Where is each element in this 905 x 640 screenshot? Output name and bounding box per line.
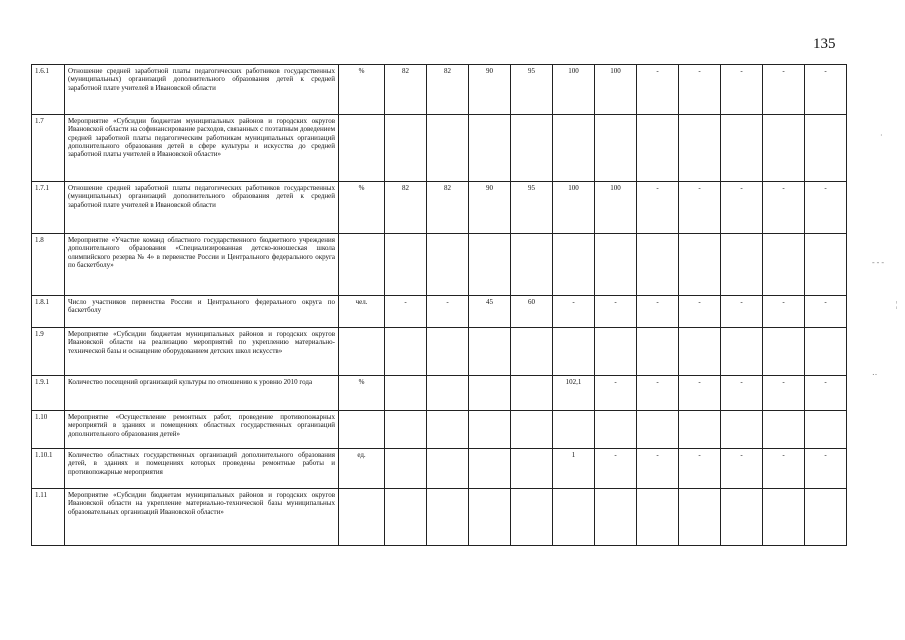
value-cell bbox=[553, 328, 595, 376]
value-cell bbox=[385, 376, 427, 411]
value-cell: - bbox=[637, 65, 679, 115]
value-cell bbox=[511, 234, 553, 296]
indicators-table bbox=[31, 64, 847, 546]
value-cell bbox=[385, 328, 427, 376]
value-cell: - bbox=[679, 376, 721, 411]
value-cell: - bbox=[637, 182, 679, 234]
table-row bbox=[32, 411, 847, 449]
value-cell bbox=[805, 489, 847, 546]
value-cell bbox=[385, 234, 427, 296]
value-cell bbox=[427, 234, 469, 296]
value-cell bbox=[553, 489, 595, 546]
value-cell bbox=[511, 376, 553, 411]
row-unit bbox=[339, 411, 385, 449]
value-cell: - bbox=[595, 449, 637, 489]
row-description: Мероприятие «Субсидии бюджетам муниципальных районов и городских округов Ивановской области на укрепление материально-технической базы муниципальных образовательных организаций Ивановской области» bbox=[65, 489, 339, 546]
value-cell bbox=[679, 411, 721, 449]
scan-artifact: - - - bbox=[872, 258, 884, 267]
value-cell: 82 bbox=[385, 65, 427, 115]
value-cell: - bbox=[721, 182, 763, 234]
value-cell bbox=[595, 328, 637, 376]
row-description: Количество посещений организаций культуры по отношению к уровню 2010 года bbox=[65, 376, 339, 411]
value-cell bbox=[595, 234, 637, 296]
scan-artifact: ‥ bbox=[872, 368, 878, 377]
value-cell: - bbox=[721, 65, 763, 115]
row-unit: % bbox=[339, 182, 385, 234]
value-cell bbox=[637, 411, 679, 449]
value-cell: - bbox=[637, 376, 679, 411]
value-cell: 1 bbox=[553, 449, 595, 489]
value-cell bbox=[427, 115, 469, 182]
value-cell bbox=[637, 489, 679, 546]
value-cell bbox=[721, 328, 763, 376]
value-cell bbox=[679, 328, 721, 376]
value-cell: - bbox=[637, 296, 679, 328]
scan-artifact: · bbox=[880, 131, 883, 140]
value-cell bbox=[721, 411, 763, 449]
value-cell: - bbox=[805, 376, 847, 411]
row-description: Отношение средней заработной платы педагогических работников государственных (муниципальных) организаций дополнительного образования детей к средней заработной плате учителей в Ивановской области bbox=[65, 65, 339, 115]
value-cell bbox=[805, 328, 847, 376]
scan-artifact: ¦ bbox=[896, 300, 898, 309]
row-code: 1.8 bbox=[32, 234, 65, 296]
value-cell: 82 bbox=[385, 182, 427, 234]
value-cell bbox=[721, 489, 763, 546]
row-code: 1.10.1 bbox=[32, 449, 65, 489]
value-cell bbox=[385, 489, 427, 546]
row-description: Мероприятие «Участие команд областного государственного бюджетного учреждения дополнительного образования «Специализированная детско-юношеская школа олимпийского резерва № 4» в первенстве России и Центрального федерального округа по баскетболу» bbox=[65, 234, 339, 296]
row-unit: чел. bbox=[339, 296, 385, 328]
value-cell: - bbox=[805, 182, 847, 234]
row-code: 1.8.1 bbox=[32, 296, 65, 328]
value-cell: - bbox=[763, 65, 805, 115]
row-description: Мероприятие «Осуществление ремонтных работ, проведение противопожарных мероприятий в зданиях и помещениях областных государственных организаций дополнительного образования детей» bbox=[65, 411, 339, 449]
value-cell bbox=[763, 234, 805, 296]
value-cell bbox=[637, 328, 679, 376]
value-cell bbox=[595, 489, 637, 546]
value-cell bbox=[805, 234, 847, 296]
row-description: Количество областных государственных организаций дополнительного образования детей, в зданиях и помещениях которых проведены ремонтные работы и противопожарные мероприятия bbox=[65, 449, 339, 489]
value-cell: - bbox=[595, 296, 637, 328]
value-cell: - bbox=[553, 296, 595, 328]
value-cell bbox=[763, 328, 805, 376]
table-row bbox=[32, 234, 847, 296]
value-cell: - bbox=[721, 449, 763, 489]
value-cell bbox=[679, 115, 721, 182]
value-cell bbox=[427, 328, 469, 376]
value-cell bbox=[637, 234, 679, 296]
value-cell bbox=[385, 449, 427, 489]
value-cell: 100 bbox=[553, 182, 595, 234]
value-cell bbox=[511, 328, 553, 376]
value-cell bbox=[805, 411, 847, 449]
value-cell bbox=[427, 489, 469, 546]
value-cell: 82 bbox=[427, 65, 469, 115]
value-cell: - bbox=[637, 449, 679, 489]
value-cell bbox=[427, 449, 469, 489]
value-cell: - bbox=[763, 182, 805, 234]
value-cell: - bbox=[763, 296, 805, 328]
value-cell bbox=[679, 234, 721, 296]
row-description: Мероприятие «Субсидии бюджетам муниципальных районов и городских округов Ивановской области на реализацию мероприятий по укреплению материально-технической базы и оснащение оборудованием детских школ искусств» bbox=[65, 328, 339, 376]
value-cell bbox=[511, 411, 553, 449]
value-cell: - bbox=[721, 296, 763, 328]
value-cell bbox=[469, 234, 511, 296]
value-cell: - bbox=[595, 376, 637, 411]
table-row bbox=[32, 182, 847, 234]
value-cell bbox=[469, 376, 511, 411]
value-cell: - bbox=[679, 449, 721, 489]
value-cell bbox=[637, 115, 679, 182]
value-cell bbox=[469, 328, 511, 376]
row-unit bbox=[339, 328, 385, 376]
table-row bbox=[32, 449, 847, 489]
row-code: 1.7.1 bbox=[32, 182, 65, 234]
row-unit bbox=[339, 234, 385, 296]
table-row bbox=[32, 489, 847, 546]
value-cell bbox=[511, 115, 553, 182]
value-cell bbox=[553, 411, 595, 449]
value-cell: 100 bbox=[595, 65, 637, 115]
value-cell bbox=[721, 234, 763, 296]
row-code: 1.6.1 bbox=[32, 65, 65, 115]
value-cell bbox=[553, 115, 595, 182]
value-cell: 90 bbox=[469, 65, 511, 115]
value-cell bbox=[469, 489, 511, 546]
value-cell: 82 bbox=[427, 182, 469, 234]
value-cell bbox=[469, 449, 511, 489]
row-description: Число участников первенства России и Центрального федерального округа по баскетболу bbox=[65, 296, 339, 328]
table-row bbox=[32, 376, 847, 411]
value-cell bbox=[469, 115, 511, 182]
value-cell bbox=[427, 411, 469, 449]
value-cell bbox=[763, 411, 805, 449]
row-unit bbox=[339, 115, 385, 182]
value-cell bbox=[427, 376, 469, 411]
value-cell bbox=[595, 411, 637, 449]
value-cell bbox=[763, 489, 805, 546]
value-cell bbox=[511, 449, 553, 489]
value-cell bbox=[385, 115, 427, 182]
value-cell: 100 bbox=[595, 182, 637, 234]
row-description: Отношение средней заработной платы педагогических работников государственных (муниципальных) организаций дополнительного образования детей к средней заработной плате учителей в Ивановской области bbox=[65, 182, 339, 234]
value-cell bbox=[553, 234, 595, 296]
table-row bbox=[32, 65, 847, 115]
value-cell: 102,1 bbox=[553, 376, 595, 411]
value-cell: - bbox=[679, 296, 721, 328]
value-cell bbox=[805, 115, 847, 182]
value-cell: 100 bbox=[553, 65, 595, 115]
value-cell bbox=[511, 489, 553, 546]
value-cell: - bbox=[763, 449, 805, 489]
value-cell: - bbox=[427, 296, 469, 328]
row-unit: % bbox=[339, 65, 385, 115]
value-cell: - bbox=[721, 376, 763, 411]
table-row bbox=[32, 296, 847, 328]
value-cell: - bbox=[679, 65, 721, 115]
table-row bbox=[32, 328, 847, 376]
value-cell bbox=[721, 115, 763, 182]
value-cell: 45 bbox=[469, 296, 511, 328]
row-unit: ед. bbox=[339, 449, 385, 489]
value-cell: - bbox=[679, 182, 721, 234]
value-cell bbox=[595, 115, 637, 182]
value-cell: 95 bbox=[511, 65, 553, 115]
value-cell: 60 bbox=[511, 296, 553, 328]
value-cell: 90 bbox=[469, 182, 511, 234]
table-row bbox=[32, 115, 847, 182]
row-description: Мероприятие «Субсидии бюджетам муниципальных районов и городских округов Ивановской области на софинансирование расходов, связанных с поэтапным доведением средней заработной платы педагогическим работникам муниципальных организаций дополнительного образования детей в сфере культуры и искусства до средней заработной платы учителей в Ивановской области» bbox=[65, 115, 339, 182]
row-code: 1.9 bbox=[32, 328, 65, 376]
value-cell: - bbox=[385, 296, 427, 328]
value-cell: - bbox=[805, 65, 847, 115]
value-cell bbox=[469, 411, 511, 449]
value-cell: - bbox=[805, 296, 847, 328]
value-cell: - bbox=[763, 376, 805, 411]
row-unit bbox=[339, 489, 385, 546]
row-code: 1.10 bbox=[32, 411, 65, 449]
value-cell bbox=[679, 489, 721, 546]
page-number: 135 bbox=[813, 36, 836, 52]
value-cell bbox=[763, 115, 805, 182]
value-cell: - bbox=[805, 449, 847, 489]
row-code: 1.11 bbox=[32, 489, 65, 546]
value-cell: 95 bbox=[511, 182, 553, 234]
value-cell bbox=[385, 411, 427, 449]
row-unit: % bbox=[339, 376, 385, 411]
row-code: 1.7 bbox=[32, 115, 65, 182]
row-code: 1.9.1 bbox=[32, 376, 65, 411]
